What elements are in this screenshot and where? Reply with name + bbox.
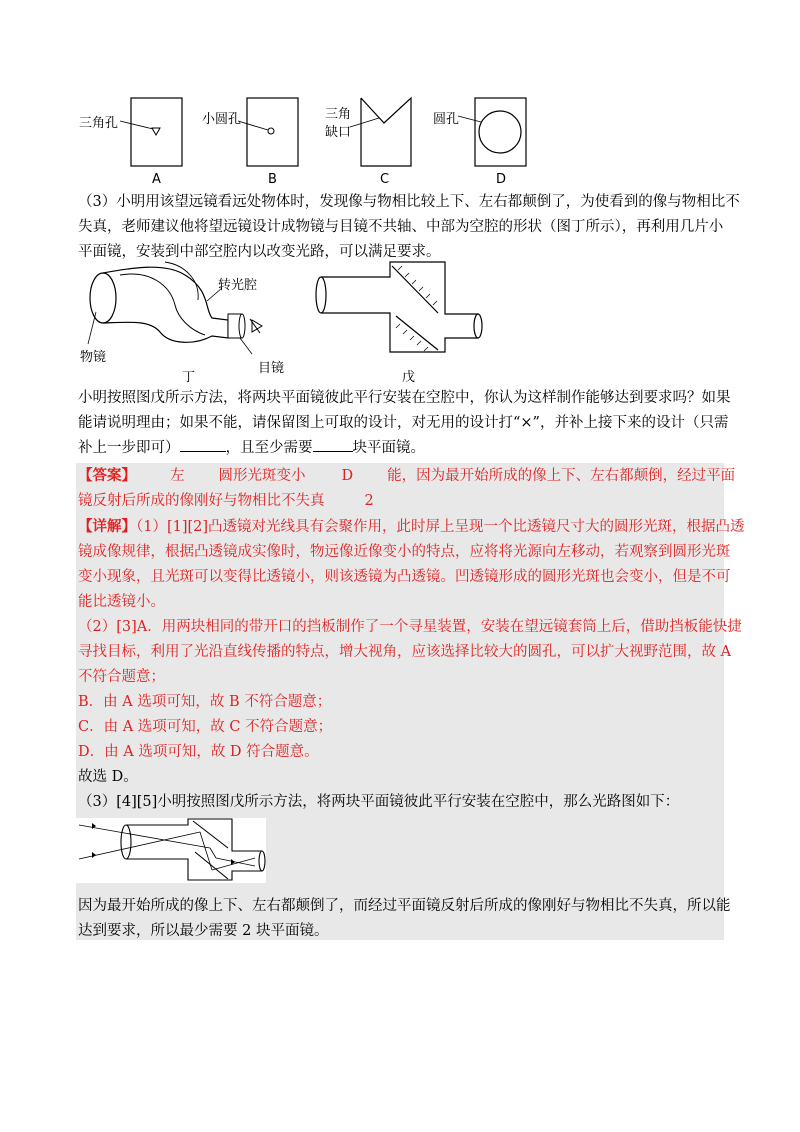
- answer-1: 左: [170, 468, 185, 484]
- detail-p1-line2: 镜成像规律，根据凸透镜成实像时，物远像近像变小的特点，应将将光源向左移动，若观察到圆形光斑: [78, 544, 731, 560]
- answer-tag: 【答案】: [78, 467, 136, 484]
- figure-a-label: 三角孔: [79, 116, 119, 131]
- figure-ding-cavity-label: 转光腔: [218, 278, 258, 293]
- answer-line2-text: 镜反射后所成的像刚好与物相比不失真: [78, 493, 325, 509]
- answer-5: 2: [364, 493, 374, 509]
- detail-p1-line4: 能比透镜小。: [78, 594, 165, 610]
- q3b-line1: 小明按照图戊所示方法，将两块平面镜彼此平行安装在空腔中，你认为这样制作能够达到要求吗？如果: [78, 390, 731, 406]
- q3b-line3-part2: ，且至少需要: [225, 440, 313, 456]
- figure-b-caption: B: [268, 172, 277, 187]
- answer-4: 能，因为最开始所成的像上下、左右都颠倒，经过平面: [387, 468, 736, 484]
- detail-p3-line3: 达到要求，所以最少需要 2 块平面镜。: [78, 923, 329, 939]
- q3b-line3-part1: 补上一步即可）: [78, 440, 180, 456]
- figure-c-caption: C: [380, 172, 390, 187]
- figure-d-label: 圆孔: [433, 112, 460, 127]
- detail-p2-conclusion: 故选 D。: [78, 769, 138, 785]
- q3-line1: （3）小明用该望远镜看远处物体时，发现像与物相比较上下、左右都颠倒了，为使看到的像与物相比不: [78, 194, 740, 210]
- figure-c-label-line2: 缺口: [325, 125, 352, 140]
- figure-ding-eyepiece-label: 目镜: [258, 361, 285, 376]
- detail-p2-line2: 寻找目标，利用了光沿直线传播的特点，增大视角，应该选择比较大的圆孔，可以扩大视野范围，故 A: [78, 644, 732, 660]
- figure-ding-objective-label: 物镜: [80, 350, 107, 365]
- detail-p2-option-d: D．由 A 选项可知，故 D 符合题意。: [78, 744, 319, 760]
- detail-p1-line3: 变小现象，且光斑可以变得比透镜小，则该透镜为凸透镜。凹透镜形成的圆形光斑也会变小，但是不可: [78, 569, 731, 585]
- figure-c-label-line1: 三角: [325, 107, 352, 122]
- figure-b-label: 小圆孔: [202, 112, 242, 127]
- answer-2: 圆形光斑变小: [218, 468, 306, 484]
- figure-ding-caption: 丁: [182, 370, 196, 385]
- detail-p2-option-c: C．由 A 选项可知，故 C 不符合题意；: [78, 719, 333, 735]
- detail-p3-line2: 因为最开始所成的像上下、左右都颠倒了，而经过平面镜反射后所成的像刚好与物相比不失真，所以能: [78, 898, 731, 914]
- q3b-line3-part3: 块平面镜。: [352, 440, 425, 456]
- figure-wu-caption: 戊: [402, 370, 416, 385]
- answer-3: D: [341, 468, 354, 484]
- figure-a-caption: A: [152, 172, 161, 187]
- detail-p3-line1: （3）[4][5]小明按照图戊所示方法，将两块平面镜彼此平行安装在空腔中，那么光路图如下：: [78, 794, 680, 810]
- detail-p1-line1-text: （1）[1][2]凸透镜对光线具有会聚作用，此时屏上呈现一个比透镜尺寸大的圆形光斑，根据凸透: [136, 519, 745, 535]
- detail-p2-line1: （2）[3]A．用两块相同的带开口的挡板制作了一个寻星装置，安装在望远镜套筒上后，借助挡板能快捷: [78, 619, 742, 635]
- q3-line3: 平面镜，安装到中部空腔内以改变光路，可以满足要求。: [78, 244, 441, 260]
- figure-d-caption: D: [496, 172, 507, 187]
- q3-line2: 失真，老师建议他将望远镜设计成物镜与目镜不共轴、中部为空腔的形状（图丁所示），再利用几片小: [78, 219, 724, 235]
- q3b-line2: 能请说明理由；如果不能，请保留图上可取的设计，对无用的设计打“×”，并补上接下来的设计（只需: [78, 415, 729, 431]
- detail-p2-line3: 不符合题意；: [78, 669, 165, 685]
- detail-tag: 【详解】: [78, 518, 136, 535]
- detail-p2-option-b: B．由 A 选项可知，故 B 不符合题意；: [78, 694, 332, 710]
